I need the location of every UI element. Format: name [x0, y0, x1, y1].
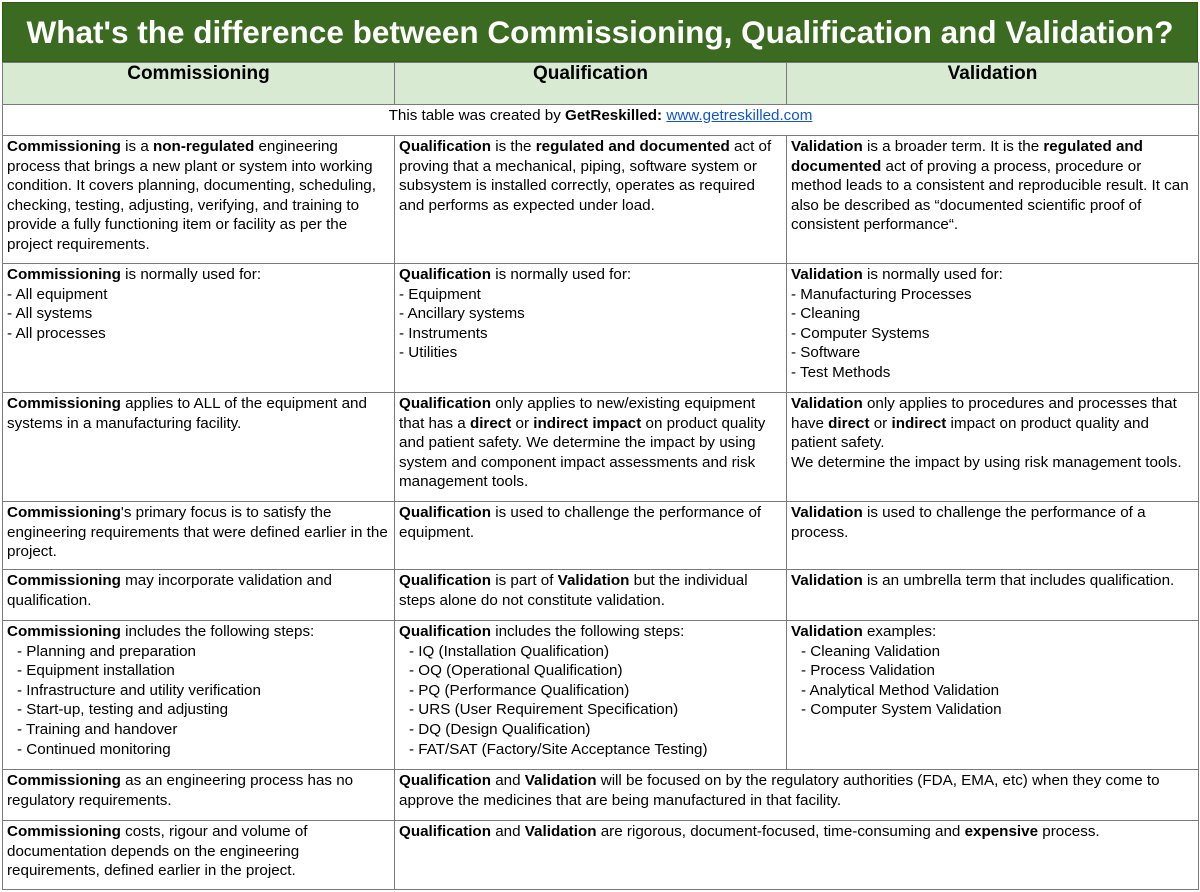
emphasis: non-regulated	[153, 138, 255, 155]
text: process.	[1038, 823, 1100, 840]
text: costs, rigour and volume of documentation depends on the engineering requirements, defined earlier in the project.	[7, 823, 308, 880]
header-commissioning: Commissioning	[3, 63, 395, 105]
text: is normally used for:	[120, 266, 262, 283]
cell-validation	[787, 393, 1199, 502]
term: Qualification	[399, 138, 491, 155]
text: are rigorous, document-focused, time-consuming and	[596, 823, 965, 840]
table-row	[3, 502, 1199, 570]
list-item: - Continued monitoring	[17, 740, 171, 758]
header-validation: Validation	[787, 63, 1199, 105]
text: is used to challenge the performance of equipment.	[399, 504, 762, 541]
cell-validation	[787, 136, 1199, 264]
text: examples:	[862, 623, 937, 640]
text: act of proving that a mechanical, piping, software system or subsystem is installed correctly, operates as required and performs as expected under load.	[399, 138, 772, 214]
comparison-table	[2, 62, 1199, 890]
list-item: - Utilities	[399, 344, 458, 362]
term: Commissioning	[7, 623, 121, 640]
text: will be focused on by the regulatory authorities (FDA, EMA, etc) when they come to approve the medicines that are being manufactured in that facility.	[399, 772, 1160, 809]
credit-link[interactable]: www.getreskilled.com	[666, 107, 813, 124]
cell-commissioning	[3, 264, 395, 393]
text: may incorporate validation and qualification.	[7, 572, 332, 609]
text: is a	[120, 138, 153, 155]
text: is a broader term. It is the	[862, 138, 1044, 155]
text: act of proving a process, procedure or method leads to a consistent and reproducible result. It can also be described as “documented scientific proof of consistent performance“.	[791, 157, 1189, 234]
term: Validation	[524, 772, 597, 789]
text: as an engineering process has no regulatory requirements.	[7, 772, 354, 809]
credit-prefix: This table was created by	[388, 107, 566, 124]
emphasis: indirect	[891, 414, 947, 432]
list-item: - Test Methods	[791, 363, 891, 381]
table-row	[3, 621, 1199, 770]
list-item: - All systems	[7, 305, 93, 323]
list-item: - Software	[791, 344, 861, 362]
credit-row	[3, 105, 1199, 136]
text: and	[490, 823, 525, 840]
cell-validation	[787, 570, 1199, 621]
text: only applies to procedures and processes that have	[791, 395, 1177, 432]
header-qualification: Qualification	[395, 63, 787, 105]
cell-qualification-validation	[395, 821, 1199, 890]
list-item: - Computer Systems	[791, 324, 930, 342]
list-item: - Equipment installation	[17, 662, 175, 680]
cell-qualification	[395, 264, 787, 393]
term: Validation	[791, 395, 863, 412]
emphasis: direct	[828, 414, 870, 432]
emphasis: expensive	[964, 823, 1039, 840]
term: Commissioning	[7, 266, 121, 283]
term: Qualification	[399, 823, 491, 840]
list-item: - Cleaning	[791, 305, 861, 323]
cell-commissioning	[3, 502, 395, 570]
page-title: What's the difference between Commissioning, Qualification and Validation?	[2, 2, 1198, 62]
list-item: - FAT/SAT (Factory/Site Acceptance Testing)	[409, 740, 708, 758]
list-item: - Planning and preparation	[17, 642, 197, 660]
cell-commissioning	[3, 770, 395, 821]
emphasis: regulated and documented	[791, 138, 1143, 175]
term: Qualification	[399, 623, 491, 640]
text: is normally used for:	[862, 266, 1003, 283]
emphasis: Validation	[557, 572, 630, 589]
list-item: - All processes	[7, 324, 106, 342]
text: We determine the impact by using risk management tools.	[791, 453, 1182, 471]
cell-validation	[787, 264, 1199, 393]
cell-qualification	[395, 393, 787, 502]
cell-commissioning	[3, 136, 395, 264]
list-item: - All equipment	[7, 285, 108, 303]
text: applies to ALL of the equipment and systems in a manufacturing facility.	[7, 395, 367, 432]
text: and	[490, 772, 525, 789]
list-item: - Infrastructure and utility verification	[17, 681, 261, 699]
list-item: - Instruments	[399, 324, 488, 342]
term: Validation	[791, 266, 863, 283]
list-item: - IQ (Installation Qualification)	[409, 642, 610, 660]
credit-brand: GetReskilled:	[565, 107, 663, 124]
term: Qualification	[399, 572, 491, 589]
emphasis: regulated and documented	[535, 138, 730, 155]
cell-commissioning	[3, 821, 395, 890]
term: Commissioning	[7, 823, 121, 840]
cell-validation	[787, 502, 1199, 570]
table-row	[3, 821, 1199, 890]
list-item: - Cleaning Validation	[801, 642, 941, 660]
text: 's primary focus is to satisfy the engineering requirements that were defined earlier in the project.	[7, 504, 388, 561]
text: includes the following steps:	[490, 623, 685, 640]
text: on product quality and patient safety. We determine the impact by using system and component impact assessments and risk management tools.	[399, 414, 766, 491]
cell-qualification	[395, 621, 787, 770]
cell-qualification	[395, 570, 787, 621]
cell-qualification	[395, 502, 787, 570]
text: or	[869, 414, 892, 432]
text: includes the following steps:	[120, 623, 315, 640]
list-item: - OQ (Operational Qualification)	[409, 662, 623, 680]
term: Qualification	[399, 772, 491, 789]
table-row	[3, 570, 1199, 621]
cell-commissioning	[3, 393, 395, 502]
cell-commissioning	[3, 570, 395, 621]
term: Commissioning	[7, 572, 121, 589]
term: Commissioning	[7, 138, 121, 155]
credit-cell	[3, 105, 1199, 136]
term: Validation	[791, 623, 863, 640]
list-item: - URS (User Requirement Specification)	[409, 701, 679, 719]
cell-commissioning	[3, 621, 395, 770]
list-item: - Equipment	[399, 285, 481, 303]
emphasis: direct	[469, 414, 512, 432]
text: impact on product quality and patient safety.	[791, 414, 1149, 452]
term: Validation	[791, 138, 863, 155]
text: engineering process that brings a new plant or system into working condition. It covers planning, documenting, scheduling, checking, testing, adjusting, verifying, and training to provide a fully functioning item or facility as per the project requirements.	[7, 138, 376, 253]
text: is part of	[490, 572, 558, 589]
list-item: - Start-up, testing and adjusting	[17, 701, 229, 719]
text: is an umbrella term that includes qualification.	[862, 572, 1175, 589]
term: Qualification	[399, 395, 491, 412]
term: Validation	[791, 572, 863, 589]
list-item: - Computer System Validation	[801, 701, 1002, 719]
table-row	[3, 264, 1199, 393]
header-row	[3, 63, 1199, 105]
list-item: - Process Validation	[801, 662, 935, 680]
cell-qualification	[395, 136, 787, 264]
cell-qualification-validation	[395, 770, 1199, 821]
text: or	[511, 414, 534, 432]
list-item: - Training and handover	[17, 720, 178, 738]
text: is the	[490, 138, 536, 155]
cell-validation	[787, 621, 1199, 770]
list-item: - Ancillary systems	[399, 305, 525, 323]
list-item: - DQ (Design Qualification)	[409, 720, 591, 738]
list-item: - Manufacturing Processes	[791, 285, 972, 303]
text: is normally used for:	[490, 266, 632, 283]
term: Validation	[524, 823, 597, 840]
table-row	[3, 136, 1199, 264]
term: Qualification	[399, 504, 491, 521]
table-row	[3, 770, 1199, 821]
text: is used to challenge the performance of a process.	[791, 504, 1146, 541]
table-row	[3, 393, 1199, 502]
term: Validation	[791, 504, 863, 521]
list-item: - Analytical Method Validation	[801, 681, 1000, 699]
term: Commissioning	[7, 395, 121, 412]
term: Qualification	[399, 266, 491, 283]
text: but the individual steps alone do not constitute validation.	[399, 572, 748, 609]
text: only applies to new/existing equipment that has a	[399, 395, 756, 432]
term: Commissioning	[7, 772, 121, 789]
list-item: - PQ (Performance Qualification)	[409, 681, 630, 699]
term: Commissioning	[7, 504, 121, 521]
emphasis: indirect impact	[533, 414, 642, 432]
